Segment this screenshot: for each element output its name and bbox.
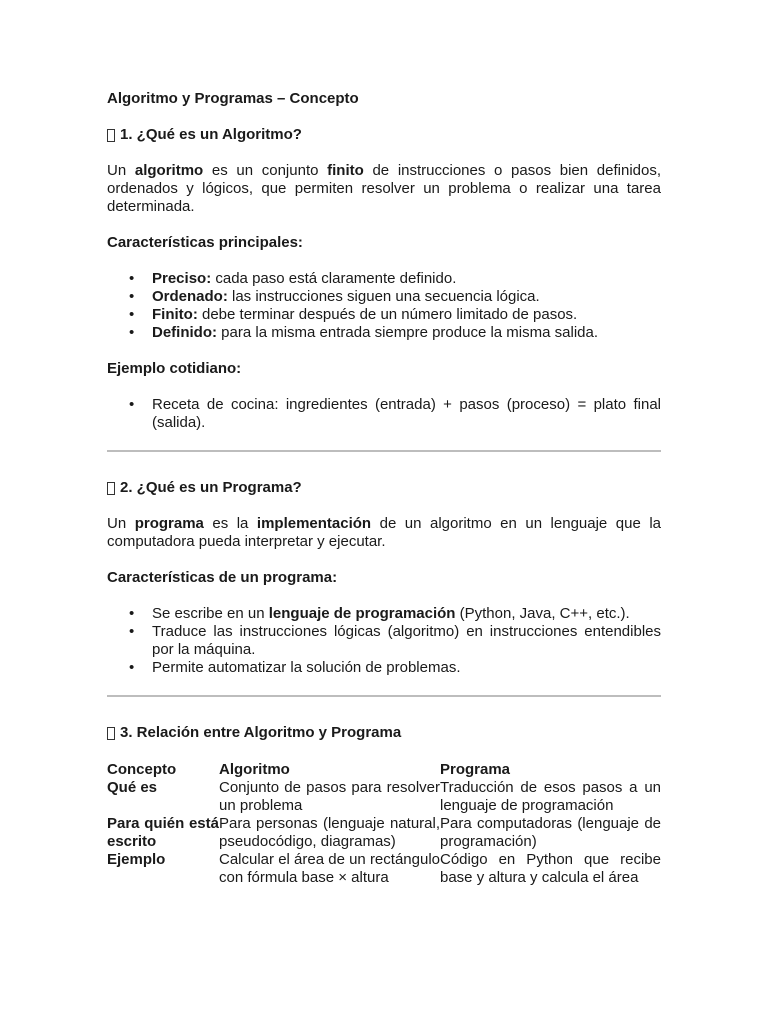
table-header-row — [107, 761, 661, 779]
section-divider — [107, 695, 661, 697]
table-cell: Para computadoras (lenguaje de programación) — [440, 815, 661, 850]
feature-text: cada paso está claramente definido. — [211, 270, 457, 287]
section2-features-title: Características de un programa: — [107, 569, 338, 586]
list-item — [107, 605, 661, 623]
section1-example-list — [107, 396, 661, 432]
table-row — [107, 779, 661, 815]
feature-text: para la misma entrada siempre produce la misma salida. — [217, 324, 598, 341]
table-row-header: Qué es — [107, 779, 158, 796]
intro-text: de un algoritmo en un lenguaje que la computadora pueda interpretar y ejecutar. — [107, 515, 661, 550]
feature-term: lenguaje de programación — [268, 605, 456, 622]
feature-label: Ordenado: — [152, 288, 228, 305]
table-row-header: Para quién está escrito — [107, 815, 219, 850]
intro-term: finito — [327, 162, 364, 179]
intro-text: Un — [107, 515, 135, 532]
list-item — [107, 288, 661, 306]
table-row-header: Ejemplo — [107, 851, 166, 868]
document-page — [107, 90, 661, 887]
section2-heading — [107, 479, 661, 497]
intro-term: implementación — [256, 515, 372, 532]
intro-text: de instrucciones o pasos bien definidos, ordenados y lógicos, que permiten resolver un problema o realizar una tarea determinada. — [107, 162, 661, 215]
section1-features-list — [107, 270, 661, 342]
list-item: • Receta de cocina: ingredientes (entrada) + pasos (proceso) = plato final (salida). — [107, 396, 661, 432]
table-row — [107, 815, 661, 851]
table-cell: Calcular el área de un rectángulo con fórmula base × altura — [219, 851, 440, 886]
list-item: • Permite automatizar la solución de problemas. — [107, 659, 661, 677]
feature-text: debe terminar después de un número limitado de pasos. — [197, 306, 578, 323]
feature-text: Se escribe en un — [152, 605, 269, 622]
list-item — [107, 324, 661, 342]
feature-label: Finito: — [152, 306, 198, 323]
section1-heading — [107, 126, 661, 144]
intro-text: es la — [203, 515, 257, 532]
section2-intro — [107, 515, 661, 551]
list-item — [107, 270, 661, 288]
intro-text: es un conjunto — [203, 162, 328, 179]
section1-intro — [107, 162, 661, 216]
table-cell: Código en Python que recibe base y altura y calcula el área — [440, 851, 661, 886]
feature-label: Preciso: — [152, 270, 212, 287]
table-row — [107, 851, 661, 887]
table-cell: Para personas (lenguaje natural, pseudocódigo, diagramas) — [219, 815, 440, 850]
section1-features-title: Características principales: — [107, 234, 303, 251]
section3-heading-text: 3. Relación entre Algoritmo y Programa — [120, 724, 402, 741]
missing-glyph-icon — [107, 727, 115, 740]
section1-example-title: Ejemplo cotidiano: — [107, 360, 242, 377]
feature-label: Definido: — [152, 324, 217, 341]
table-header-cell: Concepto — [107, 761, 177, 778]
table-cell: Conjunto de pasos para resolver un problema — [219, 779, 440, 814]
document-title: Algoritmo y Programas – Concepto — [107, 90, 359, 107]
intro-term: programa — [134, 515, 204, 532]
section1-heading-text: 1. ¿Qué es un Algoritmo? — [120, 126, 302, 143]
list-item — [107, 306, 661, 324]
section2-heading-text: 2. ¿Qué es un Programa? — [120, 479, 302, 496]
intro-term: algoritmo — [134, 162, 204, 179]
feature-text: las instrucciones siguen una secuencia lógica. — [227, 288, 540, 305]
feature-text: (Python, Java, C++, etc.). — [455, 605, 630, 622]
missing-glyph-icon — [107, 129, 115, 142]
section3-heading — [107, 724, 661, 742]
table-cell: Traducción de esos pasos a un lenguaje de programación — [440, 779, 661, 814]
table-header-cell: Algoritmo — [219, 761, 290, 778]
table-header-cell: Programa — [440, 761, 511, 778]
intro-text: Un — [107, 162, 135, 179]
section-divider — [107, 450, 661, 452]
relation-table — [107, 761, 661, 887]
missing-glyph-icon — [107, 482, 115, 495]
section2-features-list — [107, 605, 661, 677]
list-item: • Traduce las instrucciones lógicas (algoritmo) en instrucciones entendibles por la máquina. — [107, 623, 661, 659]
